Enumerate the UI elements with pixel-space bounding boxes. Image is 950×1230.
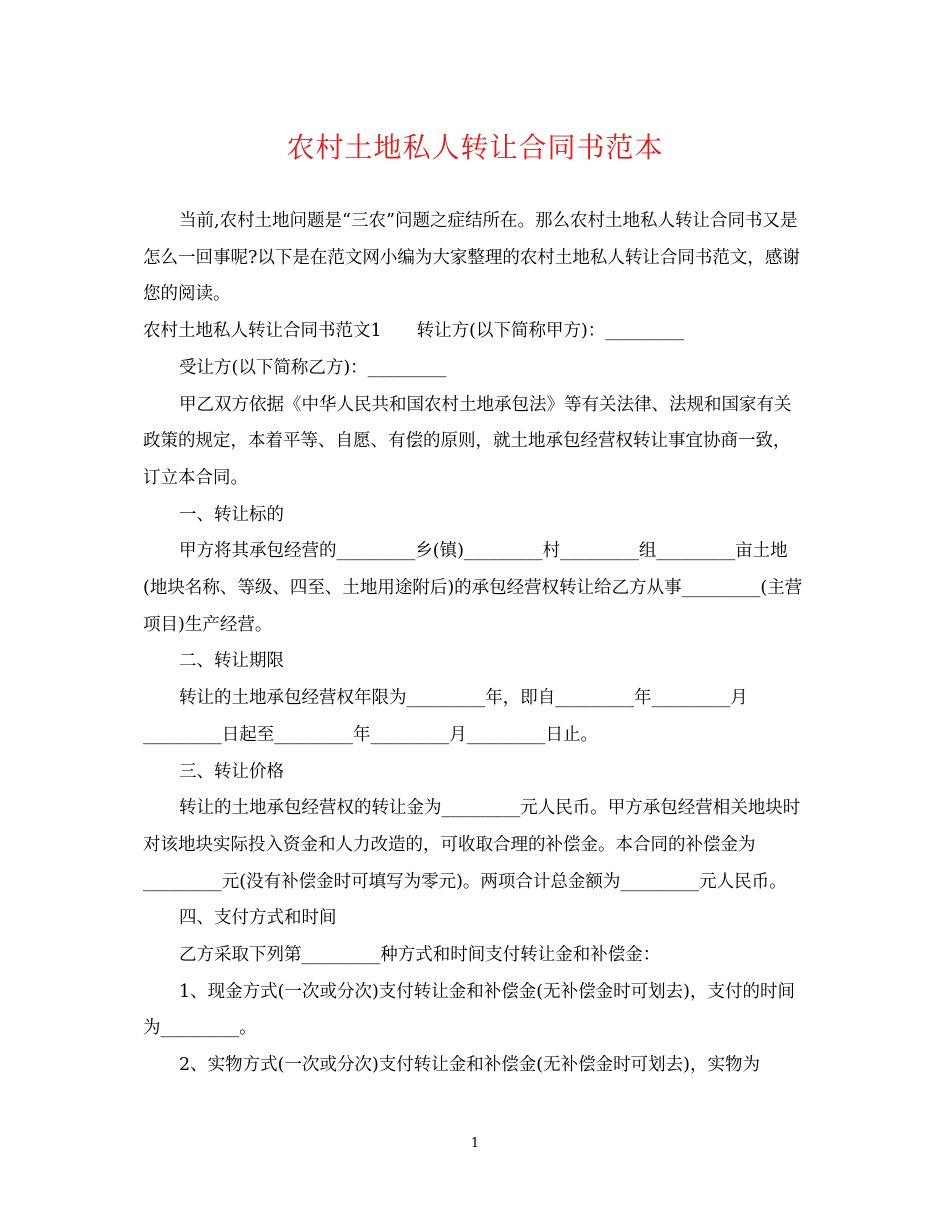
transfer-term-paragraph: 转让的土地承包经营权年限为_________年，即自_________年_________月_________日起至_________年_________月_________日止。	[143, 688, 748, 745]
payment-method-paragraph: 乙方采取下列第_________种方式和时间支付转让金和补偿金：	[179, 945, 661, 966]
in-kind-payment-paragraph: 2、实物方式(一次或分次)支付转让金和补偿金(无补偿金时可划去)，实物为	[179, 1055, 760, 1076]
document-title: 农村土地私人转让合同书范本	[286, 131, 664, 164]
transfer-price-paragraph: 转让的土地承包经营权的转让金为_________元人民币。甲方承包经营相关地块时对该地块实际投入资金和人力改造的，可收取合理的补偿金。本合同的补偿金为_________元(没有补偿金时可填写为零元)。两项合计总金额为_________元人民币。	[143, 798, 801, 892]
transfer-subject-paragraph: 甲方将其承包经营的_________乡(镇)_________村_________组_________亩土地(地块名称、等级、四至、土地用途附后)的承包经营权转让给乙方从事_________(主营项目)生产经营。	[143, 541, 803, 635]
section-heading-transfer-subject: 一、转让标的	[179, 504, 284, 525]
section-heading-payment: 四、支付方式和时间	[179, 908, 337, 929]
document-body	[143, 203, 807, 1084]
page-number: 1	[470, 1136, 480, 1151]
cash-payment-paragraph: 1、现金方式(一次或分次)支付转让金和补偿金(无补偿金时可划去)，支付的时间为_________。	[143, 981, 795, 1039]
section-heading-transfer-price: 三、转让价格	[179, 761, 284, 782]
legal-basis-paragraph: 甲乙双方依据《中华人民共和国农村土地承包法》等有关法律、法规和国家有关政策的规定，本着平等、自愿、有偿的原则，就土地承包经营权转让事宜协商一致，订立本合同。	[143, 394, 792, 488]
section-heading-transfer-term: 二、转让期限	[179, 651, 284, 672]
intro-paragraph: 当前,农村土地问题是“三农”问题之症结所在。那么农村土地私人转让合同书又是怎么一回事呢?以下是在范文网小编为大家整理的农村土地私人转让合同书范文，感谢您的阅读。	[143, 211, 800, 305]
transferee-line: 受让方(以下简称乙方)：_________	[179, 357, 447, 378]
sample-heading-and-transferor-line: 农村土地私人转让合同书范文1 转让方(以下简称甲方)：_________	[143, 321, 685, 342]
